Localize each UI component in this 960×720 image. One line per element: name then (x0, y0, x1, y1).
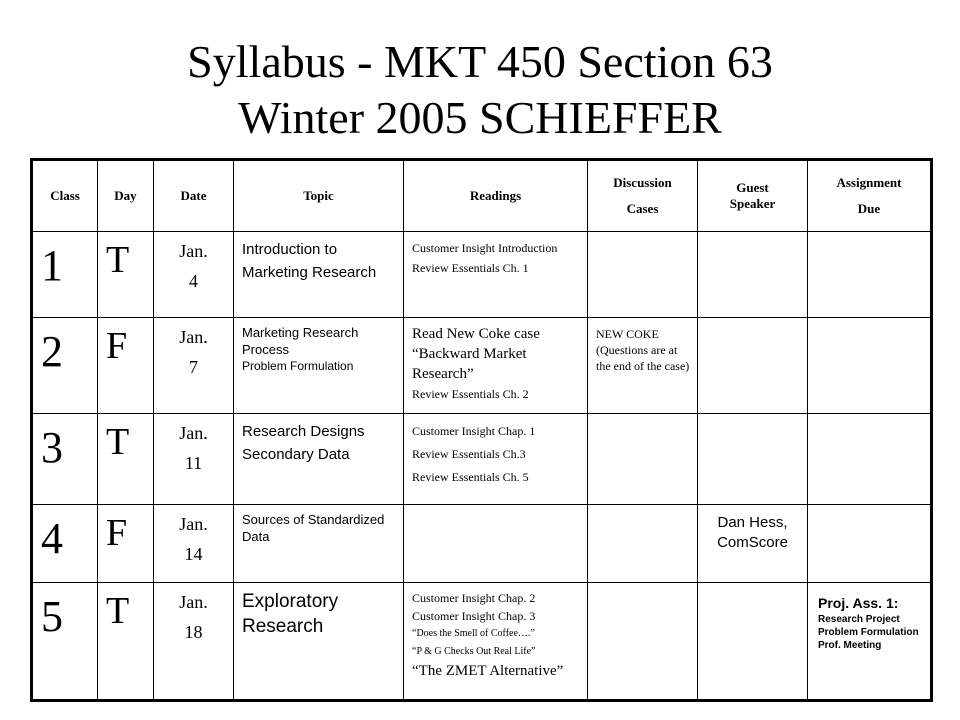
day-letter: T (98, 582, 154, 700)
guest-cell (698, 414, 808, 504)
discussion-cell (588, 232, 698, 318)
topic-cell: Introduction to Marketing Research (234, 232, 404, 318)
assignment-cell (808, 414, 932, 504)
class-number: 1 (32, 232, 98, 318)
title-line-1: Syllabus - MKT 450 Section 63 (187, 36, 773, 87)
readings-cell (404, 504, 588, 582)
discussion-cell (588, 582, 698, 700)
guest-cell (698, 582, 808, 700)
table-row (32, 414, 932, 504)
topic-cell: Research Designs Secondary Data (234, 414, 404, 504)
assignment-cell (808, 232, 932, 318)
class-number: 5 (32, 582, 98, 700)
assignment-cell (808, 318, 932, 414)
table-row (32, 232, 932, 318)
topic-cell: Sources of Standardized Data (234, 504, 404, 582)
header-topic: Topic (234, 160, 404, 232)
syllabus-table (30, 158, 933, 702)
table-row (32, 582, 932, 700)
day-letter: T (98, 232, 154, 318)
topic-cell: Exploratory Research (234, 582, 404, 700)
topic-cell: Marketing Research Process Problem Formulation (234, 318, 404, 414)
guest-cell: Dan Hess, ComScore (698, 504, 808, 582)
class-number: 4 (32, 504, 98, 582)
readings-cell: Read New Coke case “Backward Market Research” Review Essentials Ch. 2 (404, 318, 588, 414)
date-cell: Jan. 11 (154, 414, 234, 504)
date-cell: Jan. 14 (154, 504, 234, 582)
header-day: Day (98, 160, 154, 232)
table-row (32, 318, 932, 414)
class-number: 3 (32, 414, 98, 504)
readings-cell: Customer Insight Chap. 1 Review Essentials Ch.3 Review Essentials Ch. 5 (404, 414, 588, 504)
readings-cell: Customer Insight Introduction Review Essentials Ch. 1 (404, 232, 588, 318)
readings-cell: Customer Insight Chap. 2 Customer Insight Chap. 3 “Does the Smell of Coffee….” “P & G Checks Out Real Life” “The ZMET Alternative” (404, 582, 588, 700)
title-line-2: Winter 2005 SCHIEFFER (238, 92, 722, 143)
header-readings: Readings (404, 160, 588, 232)
page-title (0, 34, 960, 146)
class-number: 2 (32, 318, 98, 414)
date-cell: Jan. 7 (154, 318, 234, 414)
day-letter: T (98, 414, 154, 504)
header-discussion: Discussion Cases (588, 160, 698, 232)
header-guest: Guest Speaker (698, 160, 808, 232)
day-letter: F (98, 318, 154, 414)
assignment-cell: Proj. Ass. 1: Research Project Problem Formulation Prof. Meeting (808, 582, 932, 700)
guest-cell (698, 318, 808, 414)
discussion-cell (588, 504, 698, 582)
discussion-cell (588, 414, 698, 504)
guest-cell (698, 232, 808, 318)
date-cell: Jan. 4 (154, 232, 234, 318)
header-assignment: Assignment Due (808, 160, 932, 232)
day-letter: F (98, 504, 154, 582)
header-class: Class (32, 160, 98, 232)
table-row (32, 504, 932, 582)
header-row (32, 160, 932, 232)
discussion-cell: NEW COKE (Questions are at the end of the case) (588, 318, 698, 414)
assignment-cell (808, 504, 932, 582)
header-date: Date (154, 160, 234, 232)
date-cell: Jan. 18 (154, 582, 234, 700)
